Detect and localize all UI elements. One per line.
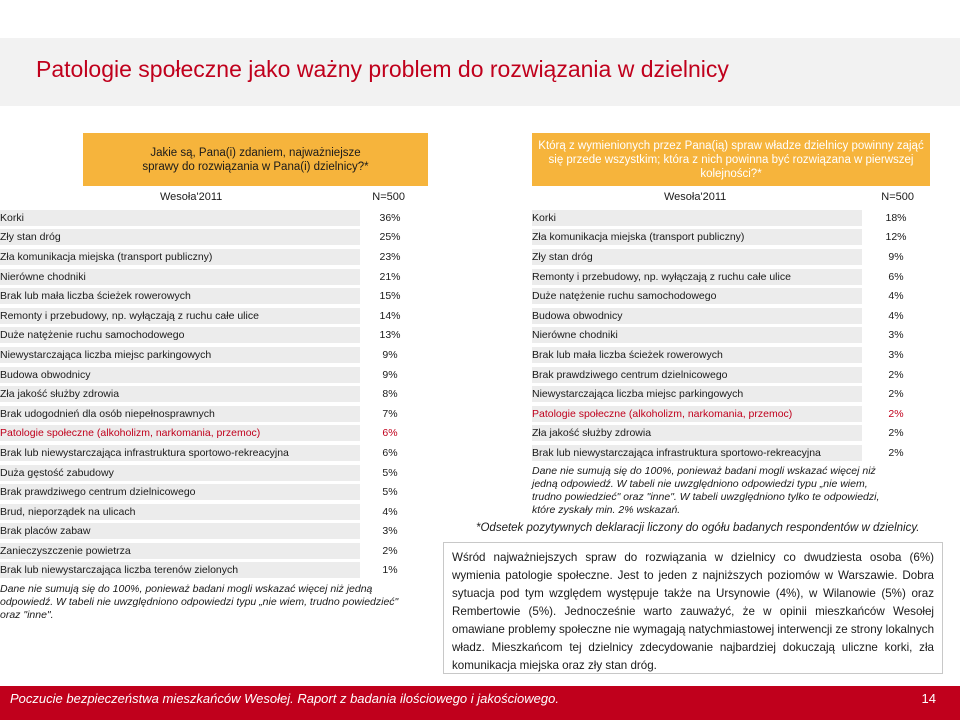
row-value: 4%	[382, 505, 398, 518]
row-label: Brak lub niewystarczająca infrastruktura sportowo-rekreacyjna	[532, 445, 862, 461]
row-value: 21%	[379, 270, 401, 283]
row-label: Zła komunikacja miejska (transport publiczny)	[532, 229, 862, 245]
row-label: Budowa obwodnicy	[532, 308, 862, 324]
row-value: 7%	[382, 407, 398, 420]
table-row	[0, 228, 428, 248]
table-row	[532, 384, 930, 404]
right-table-question	[532, 133, 930, 186]
row-label: Brud, nieporządek na ulicach	[0, 504, 360, 520]
row-value: 15%	[379, 290, 401, 303]
table-row	[0, 384, 428, 404]
row-label: Remonty i przebudowy, np. wyłączają z ruchu całe ulice	[0, 308, 360, 324]
row-value: 9%	[888, 250, 904, 263]
row-value: 3%	[382, 525, 398, 538]
row-label: Brak prawdziwego centrum dzielnicowego	[532, 367, 862, 383]
row-label: Duże natężenie ruchu samochodowego	[0, 327, 360, 343]
row-label: Brak placów zabaw	[0, 523, 360, 539]
table-row	[532, 267, 930, 287]
summary-text: Wśród najważniejszych spraw do rozwiązania w dzielnicy co dwudziesta osoba (6%) wymienia patologie społeczne. Jest to jeden z najniższych poziomów w Warszawie. Dobra sytuacja pod tym względem występuje także na Ursynowie (4%), w Wilanowie (5%) oraz Rembertowie (5%). Jednocześnie warto zauważyć, że w opinii mieszkańców Wesołej omawiane problemy społeczne nie wymagają natychmiastowej interwencji ze strony lokalnych władz. Mieszkańcom tej dzielnicy zdecydowanie najbardziej dokuczają uliczne korki, zła komunikacja miejska oraz zły stan dróg.	[452, 551, 935, 672]
table-row	[0, 306, 428, 326]
right-note: Dane nie sumują się do 100%, ponieważ badani mogli wskazać więcej niż jedną odpowiedź. W tabeli nie uwzględniono odpowiedzi typu „nie wiem, trudno powiedzieć" oraz "inne". W tabeli uwzględniono tylko te odpowiedzi, które zyskały min. 2% wskazań.	[532, 464, 880, 516]
row-value: 14%	[379, 309, 401, 322]
row-value: 2%	[888, 446, 904, 459]
left-note: Dane nie sumują się do 100%, ponieważ badani mogli wskazać więcej niż jedną odpowiedź. W tabeli nie uwzględniono odpowiedzi typu „nie wiem, trudno powiedzieć" oraz "inne".	[0, 583, 399, 622]
table-row	[532, 228, 930, 248]
right-n-label: N=500	[881, 191, 914, 203]
left-table	[0, 133, 428, 622]
table-row	[532, 345, 930, 365]
row-value: 3%	[888, 348, 904, 361]
page-title: Patologie społeczne jako ważny problem do rozwiązania w dzielnicy	[36, 56, 729, 82]
table-row	[0, 365, 428, 385]
row-value: 23%	[379, 250, 401, 263]
row-value: 13%	[379, 329, 401, 342]
page-number: 14	[921, 691, 936, 706]
row-value: 2%	[888, 427, 904, 440]
table-row	[0, 247, 428, 267]
summary-box	[443, 542, 943, 674]
row-value: 8%	[382, 388, 398, 401]
row-value: 25%	[379, 231, 401, 244]
row-value: 2%	[888, 368, 904, 381]
table-row	[0, 482, 428, 502]
table-row	[0, 463, 428, 483]
row-value: 6%	[888, 270, 904, 283]
row-value: 6%	[382, 427, 398, 440]
table-row	[0, 502, 428, 522]
row-value: 36%	[379, 211, 401, 224]
row-value: 6%	[382, 446, 398, 459]
row-label: Korki	[0, 210, 360, 226]
left-rows	[0, 208, 428, 580]
row-value: 9%	[382, 348, 398, 361]
row-label: Brak lub mała liczba ścieżek rowerowych	[0, 288, 360, 304]
row-value: 5%	[382, 466, 398, 479]
right-table-subheader	[532, 186, 930, 208]
left-question-text: Jakie są, Pana(i) zdaniem, najważniejsze sprawy do rozwiązania w Pana(i) dzielnicy?*	[142, 146, 369, 173]
row-label: Budowa obwodnicy	[0, 367, 360, 383]
row-label: Brak prawdziwego centrum dzielnicowego	[0, 484, 360, 500]
row-label: Zła jakość służby zdrowia	[532, 425, 862, 441]
right-table	[532, 133, 930, 517]
left-table-subheader	[0, 186, 428, 208]
row-value: 2%	[888, 407, 904, 420]
table-row	[0, 326, 428, 346]
row-value: 2%	[888, 388, 904, 401]
row-label: Patologie społeczne (alkoholizm, narkomania, przemoc)	[0, 425, 360, 441]
table-row	[532, 404, 930, 424]
row-label: Zły stan dróg	[532, 249, 862, 265]
row-label: Zła jakość służby zdrowia	[0, 386, 360, 402]
right-series-label: Wesoła'2011	[664, 191, 727, 203]
left-series-label: Wesoła'2011	[160, 191, 223, 203]
row-label: Brak lub niewystarczająca infrastruktura sportowo-rekreacyjna	[0, 445, 360, 461]
row-label: Nierówne chodniki	[532, 327, 862, 343]
table-row	[532, 326, 930, 346]
row-label: Patologie społeczne (alkoholizm, narkomania, przemoc)	[532, 406, 862, 422]
caption: *Odsetek pozytywnych deklaracji liczony do ogółu badanych respondentów w dzielnicy.	[476, 522, 920, 534]
row-value: 5%	[382, 486, 398, 499]
table-row	[0, 286, 428, 306]
table-row	[532, 306, 930, 326]
table-row	[532, 286, 930, 306]
right-rows	[532, 208, 930, 463]
table-row	[0, 345, 428, 365]
row-label: Duża gęstość zabudowy	[0, 465, 360, 481]
left-table-question	[83, 133, 428, 186]
table-row	[0, 404, 428, 424]
row-label: Niewystarczająca liczba miejsc parkingowych	[0, 347, 360, 363]
row-value: 12%	[885, 231, 907, 244]
table-row	[0, 541, 428, 561]
row-label: Zła komunikacja miejska (transport publiczny)	[0, 249, 360, 265]
table-row	[532, 247, 930, 267]
table-row	[0, 522, 428, 542]
row-label: Zanieczyszczenie powietrza	[0, 543, 360, 559]
row-value: 2%	[382, 544, 398, 557]
table-row	[0, 443, 428, 463]
table-row	[532, 443, 930, 463]
footer-text: Poczucie bezpieczeństwa mieszkańców Wesołej. Raport z badania ilościowego i jakościowego.	[10, 691, 559, 706]
row-label: Brak udogodnień dla osób niepełnosprawnych	[0, 406, 360, 422]
row-value: 4%	[888, 309, 904, 322]
row-label: Remonty i przebudowy, np. wyłączają z ruchu całe ulice	[532, 269, 862, 285]
table-row	[0, 424, 428, 444]
row-value: 9%	[382, 368, 398, 381]
row-value: 1%	[382, 564, 398, 577]
row-label: Brak lub mała liczba ścieżek rowerowych	[532, 347, 862, 363]
table-row	[0, 208, 428, 228]
table-row	[532, 208, 930, 228]
table-row	[0, 561, 428, 581]
row-label: Zły stan dróg	[0, 229, 360, 245]
table-row	[532, 365, 930, 385]
footer-bar	[0, 686, 960, 720]
row-value: 18%	[885, 211, 907, 224]
row-label: Duże natężenie ruchu samochodowego	[532, 288, 862, 304]
row-value: 4%	[888, 290, 904, 303]
row-value: 3%	[888, 329, 904, 342]
row-label: Korki	[532, 210, 862, 226]
left-n-label: N=500	[372, 191, 405, 203]
table-row	[532, 424, 930, 444]
row-label: Brak lub niewystarczająca liczba terenów zielonych	[0, 562, 360, 578]
right-question-text: Którą z wymienionych przez Pana(ią) spraw władze dzielnicy powinny zająć się przede wszystkim; która z nich powinna być rozwiązana w pierwszej kolejności?*	[538, 139, 924, 180]
row-label: Nierówne chodniki	[0, 269, 360, 285]
row-label: Niewystarczająca liczba miejsc parkingowych	[532, 386, 862, 402]
table-row	[0, 267, 428, 287]
